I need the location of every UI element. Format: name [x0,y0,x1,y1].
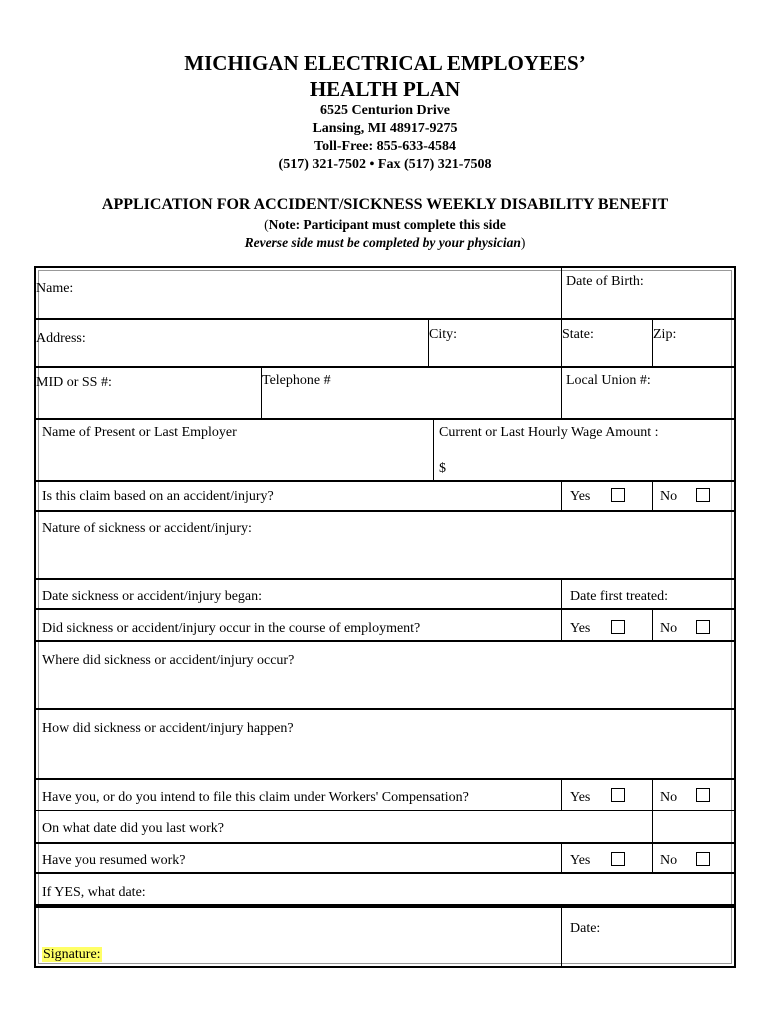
address-label: Address: [36,331,86,346]
state-label: State: [562,327,594,342]
resumed-no-checkbox[interactable] [696,852,710,866]
signature-label-text: Signature: [43,947,101,962]
if-yes-date-label: If YES, what date: [42,885,146,900]
row-divider [36,810,734,811]
participant-note [0,216,770,234]
last-work-date-label: On what date did you last work? [42,821,224,836]
date-of-birth-label: Date of Birth: [566,274,644,289]
course-of-employment-question: Did sickness or accident/injury occur in the course of employment? [42,621,421,636]
dollar-sign: $ [439,461,446,476]
divider [652,811,653,842]
accident-no-checkbox[interactable] [696,488,710,502]
divider [652,610,653,640]
phone-fax-numbers: (517) 321-7502 • Fax (517) 321-7508 [278,157,492,172]
divider [652,780,653,810]
row-divider [36,778,734,780]
row-divider [36,318,734,320]
divider [561,368,562,418]
signature-label [42,946,102,963]
employment-no-label: No [660,621,678,636]
row-divider [36,578,734,580]
organization-name-line2: HEALTH PLAN [309,77,461,101]
organization-name-line1: MICHIGAN ELECTRICAL EMPLOYEES’ [184,51,586,75]
name-label: Name: [36,281,74,296]
row-divider [36,708,734,710]
divider [561,844,562,872]
accident-yes-checkbox[interactable] [611,488,625,502]
employment-no-checkbox[interactable] [696,620,710,634]
note-close-paren: ) [520,235,526,250]
note-line2: Reverse side must be completed by your physician [244,235,521,250]
row-divider [36,480,734,482]
row-divider [36,366,734,368]
workers-comp-question: Have you, or do you intend to file this claim under Workers' Compensation? [42,790,469,805]
application-form [34,266,736,968]
mid-ss-label: MID or SS #: [36,375,112,390]
toll-free-number: Toll-Free: 855-633-4584 [314,139,456,154]
resumed-work-question: Have you resumed work? [42,853,186,868]
signature-date-label: Date: [570,921,601,936]
divider [561,580,562,608]
employment-yes-checkbox[interactable] [611,620,625,634]
form-title: APPLICATION FOR ACCIDENT/SICKNESS WEEKLY DISABILITY BENEFIT [101,196,669,213]
resumed-no-label: No [660,853,678,868]
row-divider [36,842,734,844]
divider [652,482,653,510]
note-open-paren: ( [264,217,269,232]
divider [561,780,562,810]
divider [561,610,562,640]
resumed-yes-checkbox[interactable] [611,852,625,866]
row-divider [36,608,734,610]
date-began-label: Date sickness or accident/injury began: [42,589,263,604]
hourly-wage-label: Current or Last Hourly Wage Amount : [439,425,659,440]
employment-yes-label: Yes [570,621,591,636]
accident-injury-question: Is this claim based on an accident/injury? [42,489,274,504]
row-divider [36,418,734,420]
divider [433,420,434,480]
workers-comp-yes-checkbox[interactable] [611,788,625,802]
how-happened-label: How did sickness or accident/injury happen? [42,721,294,736]
city-label: City: [429,327,458,342]
workers-comp-yes-label: Yes [570,790,591,805]
note-line1: Note: Participant must complete this side [268,217,506,232]
divider [561,268,562,318]
physician-note [0,234,770,252]
row-divider [36,510,734,512]
divider [561,908,562,966]
signature-section-divider [36,904,734,908]
nature-of-sickness-label: Nature of sickness or accident/injury: [42,521,252,536]
divider [652,844,653,872]
accident-no-label: No [660,489,678,504]
where-occurred-label: Where did sickness or accident/injury occur? [42,653,295,668]
workers-comp-no-checkbox[interactable] [696,788,710,802]
telephone-label: Telephone # [262,373,331,388]
resumed-yes-label: Yes [570,853,591,868]
address-street: 6525 Centurion Drive [320,103,450,118]
row-divider [36,872,734,874]
row-divider [36,640,734,642]
local-union-label: Local Union #: [566,373,651,388]
accident-yes-label: Yes [570,489,591,504]
workers-comp-no-label: No [660,790,678,805]
zip-label: Zip: [653,327,677,342]
address-city: Lansing, MI 48917-9275 [312,121,458,136]
divider [561,482,562,510]
employer-label: Name of Present or Last Employer [42,425,237,440]
date-first-treated-label: Date first treated: [570,589,668,604]
